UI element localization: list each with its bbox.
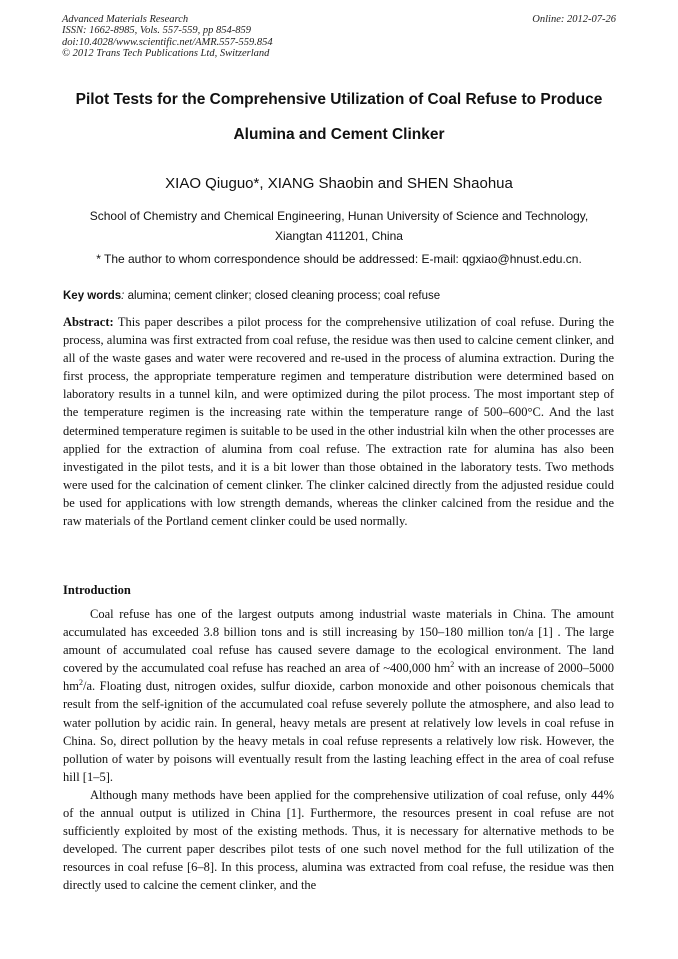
- introduction-paragraph-2: Although many methods have been applied for the comprehensive utilization of coal refuse, only 44% of the annual output is utilized in China [1]. Furthermore, the resources present in coal refuse are not sufficiently exploited by most of the existing methods. Thus, it is necessary for alternative methods to be developed. The current paper describes pilot tests of one such novel method for the full utilization of the resources in coal refuse [6–8]. In this process, alumina was extracted from coal refuse, the residue was then directly used to calcine the cement clinker, and the: [63, 787, 614, 893]
- paper-title-line-1: Pilot Tests for the Comprehensive Utilization of Coal Refuse to Produce: [75, 91, 603, 108]
- keywords: [63, 290, 618, 302]
- affiliation-line-1: School of Chemistry and Chemical Engineering, Hunan University of Science and Technology,: [89, 209, 589, 223]
- abstract: [63, 313, 614, 530]
- abstract-label: Abstract:: [63, 315, 114, 329]
- paper-title-line-2: Alumina and Cement Clinker: [233, 126, 445, 143]
- keywords-text: alumina; cement clinker; closed cleaning process; coal refuse: [127, 290, 441, 302]
- affiliation-line-2: Xiangtan 411201, China: [275, 229, 403, 243]
- journal-doi: doi:10.4028/www.scientific.net/AMR.557-559.854: [62, 36, 273, 48]
- journal-name: Advanced Materials Research: [62, 14, 189, 25]
- keywords-label: Key words: [63, 290, 122, 302]
- section-heading-introduction: Introduction: [63, 583, 131, 597]
- journal-header: [62, 14, 616, 60]
- abstract-text: This paper describes a pilot process for the comprehensive utilization of coal refuse. During the process, alumina was first extracted from coal refuse, the residue was then used to calcine cement clinker, and all of the waste gases and water were recovered and re-used in the process of alumina extraction. During the first process, the appropriate temperature regimen and temperature distribution were determined based on laboratory results in a tunnel kiln, and were optimized during the pilot process. The most important step of the temperature regimen is the increasing rate within the temperature range of 500–600°C. And the last determined temperature regimen is suitable to be used in the other industrial kiln when the other processes are applied for the extraction of alumina from coal refuse. The extraction rate for alumina has also been investigated in the pilot tests, and it is a bit lower than those obtained in the laboratory tests. Two methods were used for the calcination of cement clinker. The clinker calcined directly from the adjusted residue could be used for applications with low strength demands, whereas the clinker calcined from the residue and the raw materials of the Portland cement clinker could be used normally.: [63, 315, 614, 529]
- intro-p1-part1: Coal refuse has one of the largest outputs among industrial waste materials in China. The amount accumulated has exceeded 3.8 billion tons and is still increasing by 150–180 million ton/a [1] . The large amount of accumulated coal refuse has caused severe damage to the ecological environment. The land covered by the accumulated coal refuse has reached an area of ~400,000 hm: [63, 607, 614, 676]
- intro-p1-part2: with an increase of 2000–5000 hm: [63, 661, 614, 694]
- keywords-colon: :: [121, 290, 125, 302]
- journal-issn: ISSN: 1662-8985, Vols. 557-559, pp 854-859: [62, 25, 251, 37]
- intro-p1-part3: /a. Floating dust, nitrogen oxides, sulfur dioxide, carbon monoxide and other poisonous chemicals that result from the self-ignition of the accumulated coal refuse severely pollute the atmosphere, and also lead to water pollution by acidic rain. In general, heavy metals are present at relatively low levels in coal refuse in China. So, direct pollution by the heavy metals in coal refuse represents a relatively low risk. However, the pollution of water by poisons will eventually result from the lasting leaching effect in the area of coal refuse hill [1–5].: [63, 679, 614, 784]
- introduction-paragraph-1: [63, 605, 614, 786]
- correspondence-note: * The author to whom correspondence should be addressed: E-mail: qgxiao@hnust.edu.cn.: [96, 252, 582, 266]
- introduction-body: [63, 605, 614, 895]
- intro-p1-sup2: 2: [78, 678, 83, 688]
- author-list: XIAO Qiuguo*, XIANG Shaobin and SHEN Shaohua: [165, 175, 513, 192]
- online-date: Online: 2012-07-26: [532, 14, 616, 25]
- intro-p1-sup1: 2: [450, 660, 455, 670]
- journal-copyright: © 2012 Trans Tech Publications Ltd, Switzerland: [62, 48, 270, 60]
